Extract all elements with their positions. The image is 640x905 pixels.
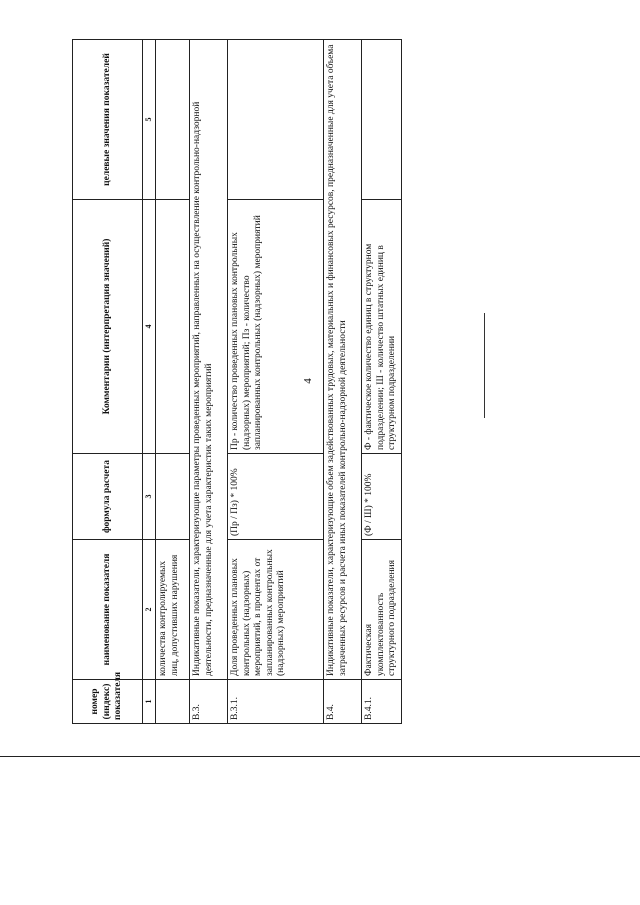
column-number: 3 <box>143 454 156 540</box>
cell-comment: Пр - количество проведенных плановых контрольных (надзорных) мероприятий; Пз - количество запланированных контрольных (надзорных) мероприятий <box>228 200 324 454</box>
header-index: номер (индекс) показателя <box>73 680 143 724</box>
header-name: наименование показателя <box>73 540 143 680</box>
header-target: целевые значения показателей <box>73 40 143 200</box>
section-text: Индикативные показатели, характеризующие параметры проведенных мероприятий, направленных на осуществление контрольно-надзорной деятельности, предназначенные для учета характеристик таких мероприятий <box>190 40 228 680</box>
cell-index: В.3.1. <box>228 680 324 724</box>
header-comment: Комментарии (интерпретация значений) <box>73 200 143 454</box>
section-index: В.3. <box>190 680 228 724</box>
table-row <box>156 40 190 724</box>
header-formula: формула расчета <box>73 454 143 540</box>
cell-comment <box>156 200 190 454</box>
table-header-row <box>73 40 143 724</box>
page-divider <box>0 756 640 757</box>
cell-name: Доля проведенных плановых контрольных (надзорных) мероприятий, в процентах от запланированных контрольных (надзорных) мероприятий <box>228 540 324 680</box>
cell-target <box>362 40 402 200</box>
table-row <box>228 40 324 724</box>
column-number: 2 <box>143 540 156 680</box>
cell-name: количества контролируемых лиц, допустивших нарушения <box>156 540 190 680</box>
column-number-row <box>143 40 156 724</box>
table-row <box>362 40 402 724</box>
cell-formula: (Пр / Пз) * 100% <box>228 454 324 540</box>
column-number: 1 <box>143 680 156 724</box>
indicator-table <box>72 39 402 724</box>
cell-name: Фактическая укомплектованность структурного подразделения <box>362 540 402 680</box>
cell-index: В.4.1. <box>362 680 402 724</box>
cell-formula: (Ф / Ш) * 100% <box>362 454 402 540</box>
section-text: Индикативные показатели, характеризующие объем задействованных трудовых, материальных и финансовых ресурсов, предназначенные для учета объема затраченных ресурсов и расчета иных показателей контрольно-надзорной деятельности <box>324 40 362 680</box>
cell-target <box>228 40 324 200</box>
cell-target <box>156 40 190 200</box>
column-number: 5 <box>143 40 156 200</box>
indicator-table-container <box>72 40 397 724</box>
section-row <box>190 40 228 724</box>
page-number: 4 <box>302 378 314 384</box>
cell-formula <box>156 454 190 540</box>
section-row <box>324 40 362 724</box>
horizontal-rule <box>484 313 485 418</box>
section-index: В.4. <box>324 680 362 724</box>
cell-comment: Ф - фактическое количество единиц в структурном подразделении; Ш - количество штатных единиц в структурном подразделении <box>362 200 402 454</box>
column-number: 4 <box>143 200 156 454</box>
cell-index <box>156 680 190 724</box>
